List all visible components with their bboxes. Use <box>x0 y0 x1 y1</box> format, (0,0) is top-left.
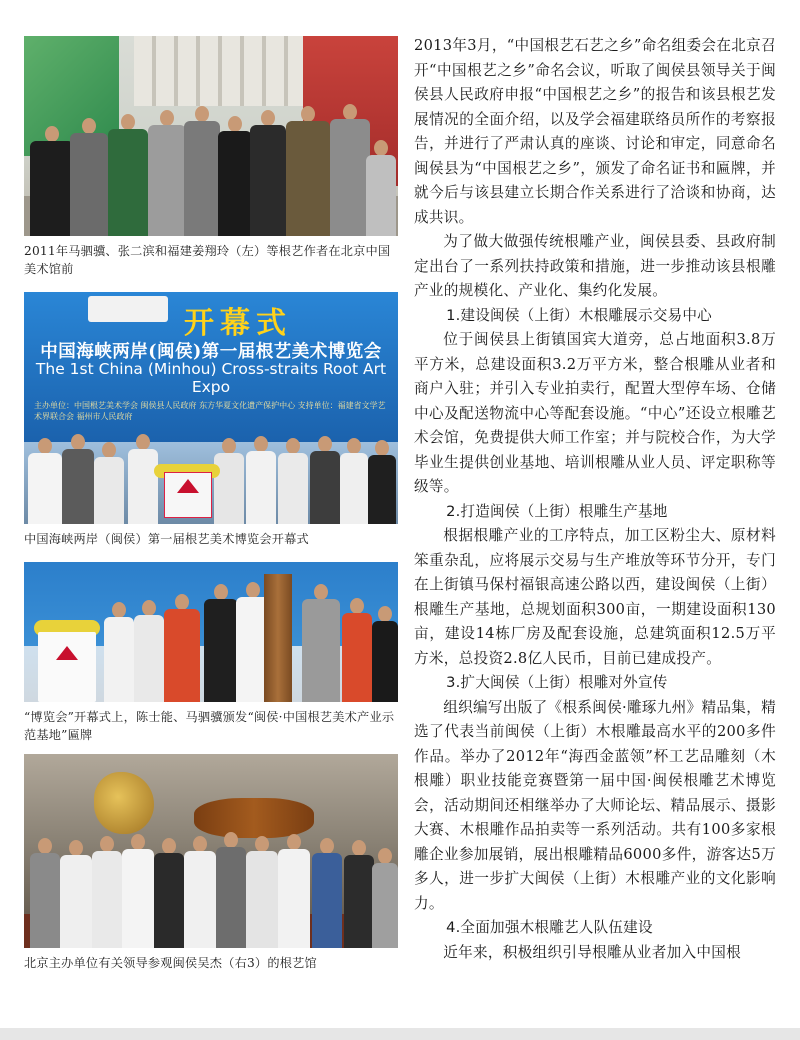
photo-caption-2: 中国海峡两岸（闽侯）第一届根艺美术博览会开幕式 <box>24 532 309 546</box>
article-paragraph-4: 根据根雕产业的工序特点，加工区粉尘大、原材料笨重杂乱，应将展示交易与生产堆放等环节分开，专门在上街镇马保村福银高速公路以西，建设闽侯（上街）根雕生产基地，总规划面积300亩，一期建设面积130亩，建设14栋厂房及配套设施，总建筑面积12.5万平方米，总投资2.8亿人民币，目前已建成投产。 <box>414 527 776 667</box>
podium-logo <box>177 479 199 493</box>
section-heading-1: 1.建设闽侯（上街）木根雕展示交易中心 <box>446 306 712 324</box>
article-paragraph-3: 位于闽侯县上街镇国宾大道旁，总占地面积3.8万平方米，总建设面积3.2万平方米，整合根雕从业者和商户入驻；并引入专业拍卖行，配置大型停车场、仓储中心及配送物流中心等配套设施。“中心”还设立根雕艺术会馆，免费提供大师工作室；并与院校合作，为大学毕业生提供创业基地、培训根雕从业人员、评定职称等级等。 <box>414 331 776 495</box>
podium <box>164 472 212 518</box>
podium <box>38 632 96 702</box>
group-of-people <box>24 36 398 236</box>
banner-title-chinese: 中国海峡两岸(闽侯)第一届根艺美术博览会 <box>40 342 382 362</box>
banner-sponsors: 主办单位：中国根艺美术学会 闽侯县人民政府 东方华夏文化遗产保护中心 支持单位：福建省文学艺术界联合会 福州市人民政府 <box>34 401 386 421</box>
photo-group-at-art-museum <box>24 36 398 236</box>
banner-title-english: The 1st China (Minhou) Cross-straits Root Art Expo <box>35 360 387 396</box>
page-bottom-strip <box>0 1028 800 1040</box>
section-heading-4: 4.全面加强木根雕艺人队伍建设 <box>446 919 653 936</box>
photo-column <box>24 36 398 972</box>
article-paragraph-6: 近年来，积极组织引导根雕从业者加入中国根 <box>443 943 742 961</box>
photo-caption-1: 2011年马驷骥、张二滨和福建姜翔玲（左）等根艺作者在北京中国美术馆前 <box>24 244 391 276</box>
photo-plaque-presentation <box>24 562 398 702</box>
article-paragraph-5: 组织编写出版了《根系闽侯·雕琢九州》精品集，精选了代表当前闽侯（上街）木根雕最高水平的200多件作品。举办了2012年“海西金蓝领”杯工艺品雕刻（木根雕）职业技能竞赛暨第一届中国·闽侯根雕艺术博览会，活动期间还相继举办了大师论坛、精品展示、摄影大赛、木根雕作品拍卖等一系列活动。共有100多家根雕企业参加展销，展出根雕精品6000多件，游客达5万多人，进一步扩大闽侯（上街）木根雕产业的文化影响力。 <box>414 698 776 912</box>
photo-opening-ceremony <box>24 292 398 524</box>
podium-logo <box>56 646 78 660</box>
article-column <box>414 34 776 965</box>
photo-caption-4: 北京主办单位有关领导参观闽侯吴杰（右3）的根艺馆 <box>24 956 317 970</box>
banner-opening-text: 开幕式 <box>184 306 292 341</box>
section-heading-2: 2.打造闽侯（上街）根雕生产基地 <box>446 502 668 520</box>
article-paragraph-2: 为了做大做强传统根雕产业，闽侯县委、县政府制定出台了一系列扶持政策和措施，进一步推动该县根雕产业的规模化、产业化、集约化发展。 <box>414 233 776 299</box>
visiting-officials <box>24 754 398 948</box>
photo-caption-3: “博览会”开幕式上，陈士能、马驷骥颁发“闽侯·中国根艺美术产业示范基地”匾牌 <box>24 710 395 742</box>
wooden-plaque <box>264 574 292 702</box>
section-heading-3: 3.扩大闽侯（上街）根雕对外宣传 <box>446 674 668 691</box>
photo-root-art-hall-visit <box>24 754 398 948</box>
article-paragraph-1: 2013年3月，“中国根艺石艺之乡”命名组委会在北京召开“中国根艺之乡”命名会议，听取了闽侯县领导关于闽侯县人民政府申报“中国根艺之乡”的报告和该县根艺发展情况的全面介绍，以及学会福建联络员所作的考察报告，并进行了严肃认真的座谈、讨论和审定，同意命名闽侯县为“中国根艺之乡”，颁发了命名证书和匾牌，并就今后与该县建立长期合作关系进行了洽谈和协商，达成共识。 <box>414 37 776 226</box>
